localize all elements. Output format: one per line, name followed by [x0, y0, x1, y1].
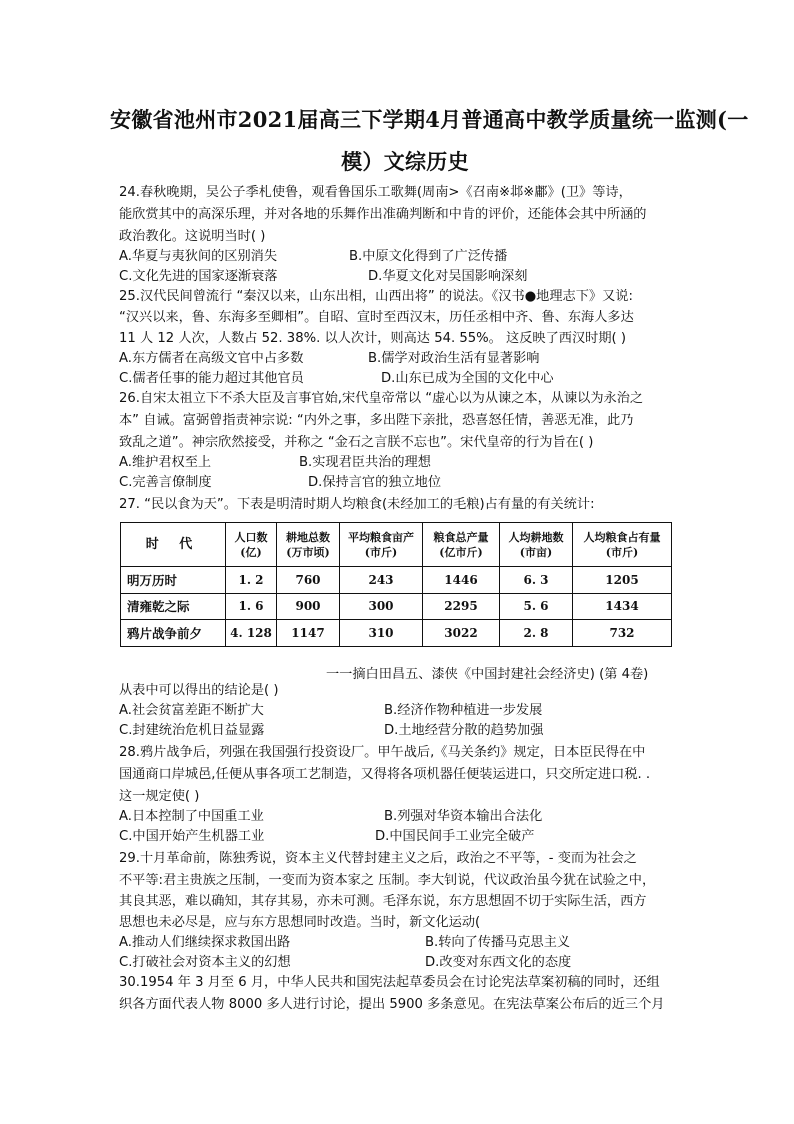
table-cell: 1. 2 [226, 567, 277, 594]
q27-question: 从表中可以得出的结论是( ) [119, 683, 279, 698]
table-cell: 1147 [277, 620, 340, 647]
q25-line-1: 25.汉代民间曾流行 “秦汉以来，山东出相，山西出将” 的说法。《汉书●地理志下》又说: [119, 289, 633, 304]
header-farmland: 耕地总数 (万市顷) [277, 523, 340, 567]
q28-line-2: 国通商口岸城邑,任便从事各项工艺制造，又得将各项机器任便装运进口，只交所定进口税. . [119, 767, 651, 782]
table-cell: 310 [340, 620, 423, 647]
table-row [121, 593, 672, 620]
q26-line-1: 26.自宋太祖立下不杀大臣及言事官始,宋代皇帝常以 “虚心以为从谏之本，从谏以为永治之 [119, 391, 644, 406]
q29-option-a: A.推动人们继续探求救国出路 [119, 935, 291, 950]
q28-option-a: A.日本控制了中国重工业 [119, 809, 264, 824]
q25-option-b: B.儒学对政治生活有显著影响 [368, 351, 540, 366]
table-cell: 1205 [573, 567, 672, 594]
header-period: 时 代 [121, 523, 226, 567]
q24-option-d: D.华夏文化对吴国影响深刻 [368, 269, 528, 284]
q27-intro: 27. “民以食为天”。下表是明清时期人均粮食(未经加工的毛粮)占有量的有关统计: [119, 497, 595, 512]
q26-line-2: 本” 自诫。富弼曾指责神宗说: “内外之事，多出陛下亲批，恐喜怒任情，善恶无准，此乃 [119, 413, 634, 428]
row-period: 清雍乾之际 [121, 593, 226, 620]
table-cell: 243 [340, 567, 423, 594]
q25-option-d: D.山东已成为全国的文化中心 [381, 371, 554, 386]
table-cell: 2. 8 [500, 620, 573, 647]
q29-line-1: 29.十月革命前，陈独秀说，资本主义代替封建主义之后，政治之不平等，- 变而为社会之 [119, 851, 637, 866]
q25-line-3: 11 人 12 人次，人数占 52. 38%. 以人次计，则高达 54. 55%。 这反映了西汉时期( ) [119, 331, 627, 346]
q29-option-d: D.改变对东西文化的态度 [425, 955, 572, 970]
row-period: 明万历时 [121, 567, 226, 594]
table-source-citation: 一一摘白田昌五、漆侠《中国封建社会经济史) (第 4卷) [326, 667, 649, 682]
table-cell: 4. 128 [226, 620, 277, 647]
grain-statistics-table [120, 522, 672, 647]
q24-line-1: 24.春秋晚期，吴公子季札使鲁，观看鲁国乐工歌舞(周南>《召南※邶※鄘》(卫》等诗， [119, 185, 632, 200]
q29-line-2: 不平等:君主贵族之压制，一变而为资本家之 压制。李大钊说，代议政治虽今犹在试验之中， [119, 873, 656, 888]
table-row [121, 620, 672, 647]
exam-title-line1: 安徽省池州市2021届高三下学期4月普通高中教学质量统一监测(一 [110, 107, 749, 132]
table-header-row [121, 523, 672, 567]
header-total-output: 粮食总产量 (亿市斤) [423, 523, 500, 567]
q24-option-c: C.文化先进的国家逐渐衰落 [119, 269, 278, 284]
table-cell: 1. 6 [226, 593, 277, 620]
q25-line-2: “汉兴以来，鲁、东海多至卿相”。自昭、宣时至西汉末，历任丞相中齐、鲁、东海人多达 [119, 310, 634, 325]
table-cell: 5. 6 [500, 593, 573, 620]
q27-option-c: C.封建统治危机日益显露 [119, 723, 265, 738]
header-population: 人口数 (亿) [226, 523, 277, 567]
q29-option-b: B.转向了传播马克思主义 [425, 935, 571, 950]
q24-option-a: A.华夏与夷狄间的区别消失 [119, 249, 278, 264]
q28-option-b: B.列强对华资本输出合法化 [384, 809, 543, 824]
header-grain-per-capita: 人均粮食占有量 (市斤) [573, 523, 672, 567]
exam-title-line2: 模）文综历史 [341, 149, 469, 174]
q26-option-a: A.维护君权至上 [119, 455, 212, 470]
q24-line-3: 政治教化。这说明当时( ) [119, 229, 266, 244]
q28-line-1: 28.鸦片战争后，列强在我国强行投资设厂。甲午战后,《马关条约》规定，日本臣民得在中 [119, 745, 646, 760]
q27-option-d: D.土地经营分散的趋势加强 [384, 723, 544, 738]
q27-option-b: B.经济作物种植进一步发展 [384, 703, 543, 718]
q28-option-d: D.中国民间手工业完全破产 [375, 829, 535, 844]
q24-option-b: B.中原文化得到了广泛传播 [349, 249, 508, 264]
header-yield-per-mu: 平均粮食亩产 (市斤) [340, 523, 423, 567]
q29-line-4: 思想也未必尽是，应与东方思想同时改造。当时，新文化运动( [119, 915, 481, 930]
q26-option-b: B.实现君臣共治的理想 [299, 455, 431, 470]
table-cell: 6. 3 [500, 567, 573, 594]
q26-line-3: 致乱之道”。神宗欣然接受，并称之 “金石之言朕不忘也”。宋代皇帝的行为旨在( ) [119, 435, 594, 450]
q25-option-a: A.东方儒者在高级文官中占多数 [119, 351, 304, 366]
table-cell: 760 [277, 567, 340, 594]
table-row [121, 567, 672, 594]
q27-option-a: A.社会贫富差距不断扩大 [119, 703, 264, 718]
q26-option-c: C.完善言僚制度 [119, 475, 212, 490]
table-cell: 300 [340, 593, 423, 620]
row-period: 鸦片战争前夕 [121, 620, 226, 647]
q29-line-3: 其良其恶，难以确知，其存其易，亦未可测。毛泽东说，东方思想固不切于实际生活，西方 [119, 894, 647, 909]
table-cell: 3022 [423, 620, 500, 647]
q26-option-d: D.保持言官的独立地位 [308, 475, 442, 490]
q24-line-2: 能欣赏其中的高深乐理，并对各地的乐舞作出准确判断和中肯的评价，还能体会其中所涵的 [119, 207, 647, 222]
q25-option-c: C.儒者任事的能力超过其他官员 [119, 371, 304, 386]
table-cell: 2295 [423, 593, 500, 620]
q28-option-c: C.中国开始产生机器工业 [119, 829, 265, 844]
q29-option-c: C.打破社会对资本主义的幻想 [119, 955, 291, 970]
table-cell: 732 [573, 620, 672, 647]
header-farmland-per-capita: 人均耕地数 (市亩) [500, 523, 573, 567]
q28-line-3: 这一规定使( ) [119, 789, 200, 804]
table-cell: 1434 [573, 593, 672, 620]
table-cell: 1446 [423, 567, 500, 594]
table-cell: 900 [277, 593, 340, 620]
q30-line-2: 织各方面代表人物 8000 多人进行讨论，提出 5900 多条意见。在宪法草案公布后的近三个月 [119, 997, 665, 1012]
q30-line-1: 30.1954 年 3 月至 6 月，中华人民共和国宪法起草委员会在讨论宪法草案初稿的同时，还组 [119, 975, 660, 990]
